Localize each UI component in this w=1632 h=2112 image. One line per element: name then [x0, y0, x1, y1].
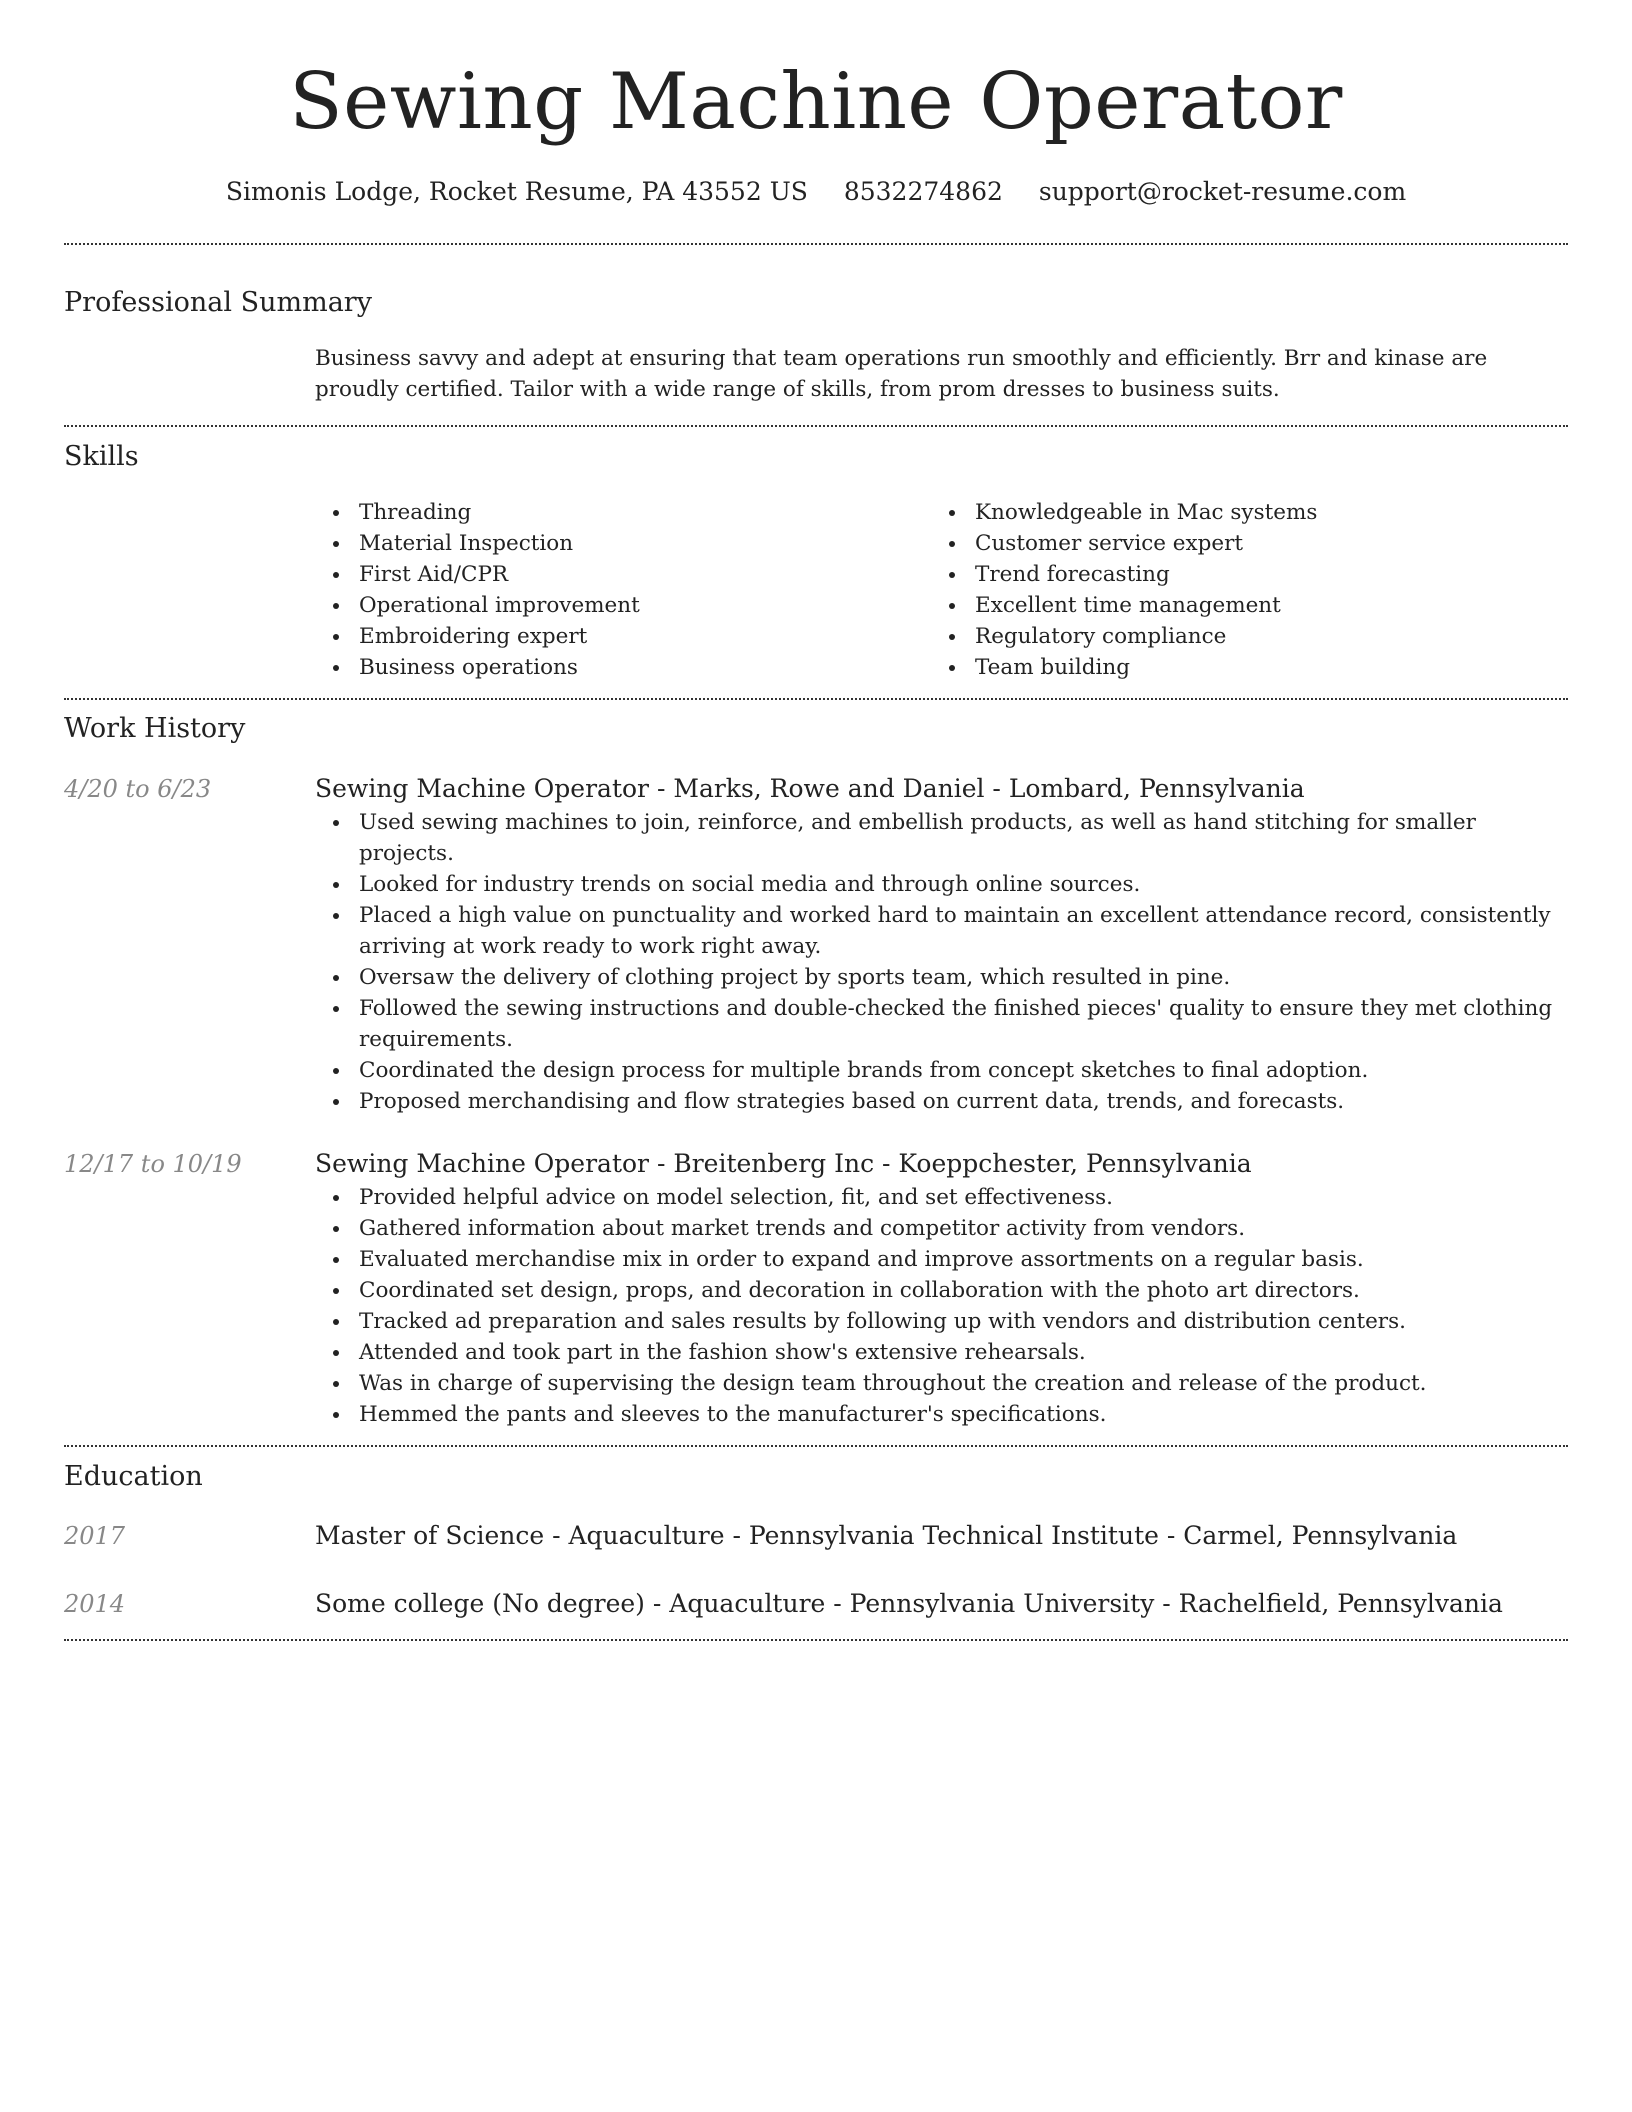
job-bullet: Was in charge of supervising the design team throughout the creation and release of the product.	[315, 1368, 1568, 1399]
job-bullet: Looked for industry trends on social media and through online sources.	[315, 869, 1568, 900]
contact-line	[64, 174, 1568, 210]
summary-section	[64, 245, 1568, 405]
skill-item: Embroidering expert	[315, 621, 931, 652]
divider	[64, 1639, 1568, 1641]
education-year: 2017	[64, 1522, 126, 1550]
job-details	[315, 771, 1568, 1117]
education-year: 2014	[64, 1590, 126, 1618]
work-history-section	[64, 700, 1568, 1430]
job-dates: 4/20 to 6/23	[64, 775, 212, 803]
job-entry	[64, 1146, 1568, 1430]
summary-text: Business savvy and adept at ensuring that team operations run smoothly and efficiently. Brr and kinase are proudly certified. Tailor with a wide range of skills, from prom dresses to business suits.	[315, 346, 1488, 402]
education-details: Master of Science - Aquaculture - Pennsylvania Technical Institute - Carmel, Pennsylvania	[315, 1521, 1458, 1550]
job-dates: 12/17 to 10/19	[64, 1150, 242, 1178]
work-history-heading: Work History	[64, 713, 246, 744]
education-details: Some college (No degree) - Aquaculture - Pennsylvania University - Rachelfield, Pennsylvania	[315, 1589, 1503, 1618]
resume-name: Sewing Machine Operator	[289, 57, 1343, 147]
job-heading: Sewing Machine Operator - Breitenberg Inc - Koeppchester, Pennsylvania	[315, 1149, 1252, 1178]
skill-item: First Aid/CPR	[315, 559, 931, 590]
contact-address: Simonis Lodge, Rocket Resume, PA 43552 US	[225, 177, 808, 206]
job-bullet: Oversaw the delivery of clothing project by sports team, which resulted in pine.	[315, 962, 1568, 993]
skills-section	[64, 427, 1568, 683]
job-bullet: Evaluated merchandise mix in order to expand and improve assortments on a regular basis.	[315, 1244, 1568, 1275]
skill-item: Excellent time management	[931, 590, 1547, 621]
job-bullet: Gathered information about market trends and competitor activity from vendors.	[315, 1213, 1568, 1244]
skills-column-left	[315, 497, 931, 683]
skills-lists	[315, 497, 1568, 683]
job-bullet: Hemmed the pants and sleeves to the manufacturer's specifications.	[315, 1399, 1568, 1430]
job-bullets	[315, 1182, 1568, 1430]
job-bullet: Coordinated set design, props, and decoration in collaboration with the photo art directors.	[315, 1275, 1568, 1306]
education-section	[64, 1447, 1568, 1622]
job-bullet: Placed a high value on punctuality and worked hard to maintain an excellent attendance record, consistently arriving at work ready to work right away.	[315, 900, 1568, 962]
job-details	[315, 1146, 1568, 1430]
summary-heading: Professional Summary	[64, 287, 372, 318]
job-bullet: Provided helpful advice on model selection, fit, and set effectiveness.	[315, 1182, 1568, 1213]
skill-item: Trend forecasting	[931, 559, 1547, 590]
education-heading: Education	[64, 1461, 203, 1492]
skill-item: Regulatory compliance	[931, 621, 1547, 652]
skill-item: Material Inspection	[315, 528, 931, 559]
skills-heading: Skills	[64, 441, 139, 472]
job-bullets	[315, 807, 1568, 1117]
job-entry	[64, 771, 1568, 1117]
skills-column-right	[931, 497, 1547, 683]
contact-email: support@rocket-resume.com	[1038, 177, 1407, 206]
contact-phone: 8532274862	[843, 177, 1003, 206]
job-bullet: Followed the sewing instructions and double-checked the finished pieces' quality to ensure they met clothing requirements.	[315, 993, 1568, 1055]
job-bullet: Attended and took part in the fashion show's extensive rehearsals.	[315, 1337, 1568, 1368]
skill-item: Business operations	[315, 652, 931, 683]
skill-item: Customer service expert	[931, 528, 1547, 559]
education-entry	[64, 1586, 1568, 1622]
job-bullet: Proposed merchandising and flow strategies based on current data, trends, and forecasts.	[315, 1086, 1568, 1117]
education-entry	[64, 1518, 1568, 1554]
skill-item: Threading	[315, 497, 931, 528]
skill-item: Team building	[931, 652, 1547, 683]
skill-item: Operational improvement	[315, 590, 931, 621]
job-bullet: Coordinated the design process for multiple brands from concept sketches to final adoption.	[315, 1055, 1568, 1086]
job-bullet: Tracked ad preparation and sales results by following up with vendors and distribution centers.	[315, 1306, 1568, 1337]
job-heading: Sewing Machine Operator - Marks, Rowe and Daniel - Lombard, Pennsylvania	[315, 774, 1305, 803]
skill-item: Knowledgeable in Mac systems	[931, 497, 1547, 528]
job-bullet: Used sewing machines to join, reinforce, and embellish products, as well as hand stitching for smaller projects.	[315, 807, 1568, 869]
